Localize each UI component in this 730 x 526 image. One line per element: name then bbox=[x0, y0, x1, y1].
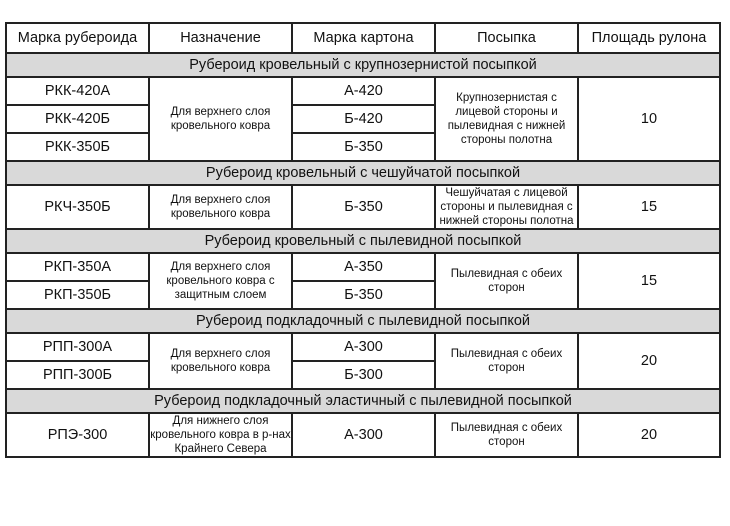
header-board: Марка картона bbox=[292, 23, 435, 53]
header-grade: Марка рубероида bbox=[6, 23, 149, 53]
section-row bbox=[6, 161, 720, 185]
purpose-cell: Для верхнего слоя кровельного ковра bbox=[149, 185, 292, 229]
coating-cell: Пылевидная с обеих сторон bbox=[435, 333, 578, 389]
table-row bbox=[6, 185, 720, 229]
area-cell: 15 bbox=[578, 185, 720, 229]
roofing-felt-table bbox=[5, 22, 721, 458]
area-cell: 20 bbox=[578, 333, 720, 389]
coating-cell: Крупнозернистая с лицевой стороны и пылевидная с нижней стороны полотна bbox=[435, 77, 578, 161]
section-row bbox=[6, 309, 720, 333]
board-cell: Б-350 bbox=[292, 133, 435, 161]
header-area: Площадь рулона bbox=[578, 23, 720, 53]
board-cell: А-300 bbox=[292, 333, 435, 361]
coating-cell: Пылевидная с обеих сторон bbox=[435, 413, 578, 457]
section-title: Рубероид подкладочный с пылевидной посыпкой bbox=[6, 309, 720, 333]
table-row bbox=[6, 77, 720, 105]
board-cell: А-420 bbox=[292, 77, 435, 105]
grade-cell: РКП-350Б bbox=[6, 281, 149, 309]
table-row bbox=[6, 413, 720, 457]
board-cell: Б-350 bbox=[292, 185, 435, 229]
grade-cell: РКК-420А bbox=[6, 77, 149, 105]
grade-cell: РКП-350А bbox=[6, 253, 149, 281]
section-row bbox=[6, 389, 720, 413]
grade-cell: РКК-350Б bbox=[6, 133, 149, 161]
section-row bbox=[6, 229, 720, 253]
section-title: Рубероид кровельный с чешуйчатой посыпкой bbox=[6, 161, 720, 185]
purpose-cell: Для верхнего слоя кровельного ковра bbox=[149, 333, 292, 389]
area-cell: 20 bbox=[578, 413, 720, 457]
coating-cell: Чешуйчатая с лицевой стороны и пылевидная с нижней стороны полотна bbox=[435, 185, 578, 229]
board-cell: А-350 bbox=[292, 253, 435, 281]
coating-cell: Пылевидная с обеих сторон bbox=[435, 253, 578, 309]
purpose-cell: Для верхнего слоя кровельного ковра с защитным слоем bbox=[149, 253, 292, 309]
section-row bbox=[6, 53, 720, 77]
section-title: Рубероид подкладочный эластичный с пылевидной посыпкой bbox=[6, 389, 720, 413]
section-title: Рубероид кровельный с пылевидной посыпкой bbox=[6, 229, 720, 253]
grade-cell: РКЧ-350Б bbox=[6, 185, 149, 229]
section-title: Рубероид кровельный с крупнозернистой посыпкой bbox=[6, 53, 720, 77]
board-cell: Б-300 bbox=[292, 361, 435, 389]
area-cell: 10 bbox=[578, 77, 720, 161]
board-cell: Б-420 bbox=[292, 105, 435, 133]
grade-cell: РКК-420Б bbox=[6, 105, 149, 133]
grade-cell: РПП-300А bbox=[6, 333, 149, 361]
purpose-cell: Для верхнего слоя кровельного ковра bbox=[149, 77, 292, 161]
grade-cell: РПЭ-300 bbox=[6, 413, 149, 457]
header-coating: Посыпка bbox=[435, 23, 578, 53]
grade-cell: РПП-300Б bbox=[6, 361, 149, 389]
area-cell: 15 bbox=[578, 253, 720, 309]
table-row bbox=[6, 333, 720, 361]
header-row bbox=[6, 23, 720, 53]
purpose-cell: Для нижнего слоя кровельного ковра в р-нах Крайнего Севера bbox=[150, 415, 291, 455]
header-purpose: Назначение bbox=[149, 23, 292, 53]
board-cell: Б-350 bbox=[292, 281, 435, 309]
board-cell: А-300 bbox=[292, 413, 435, 457]
table-row bbox=[6, 253, 720, 281]
